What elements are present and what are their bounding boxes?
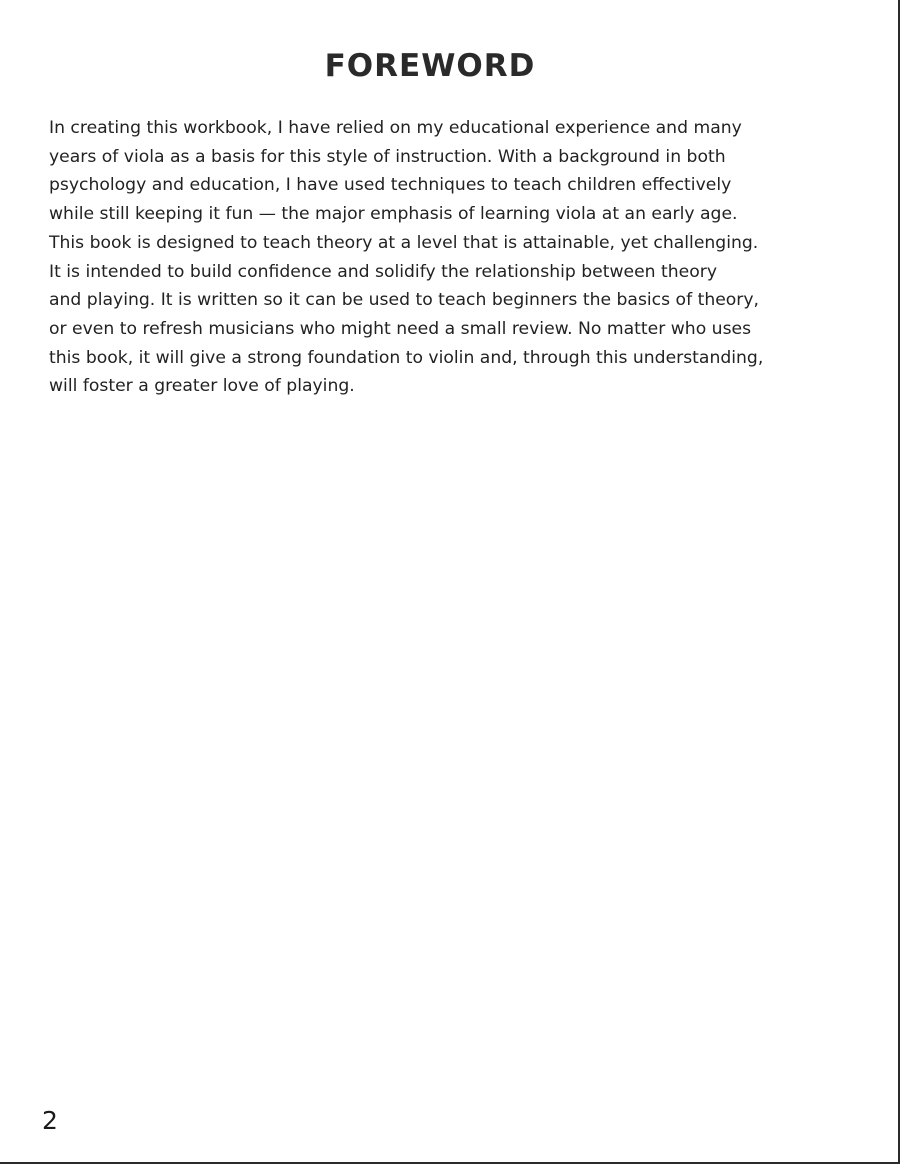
page-number: 2 [42,1106,58,1135]
paragraph-line: will foster a greater love of playing. [49,376,355,397]
page-title: FOREWORD [324,48,536,84]
paragraph-line: or even to refresh musicians who might need a small review. No matter who uses [49,318,752,339]
paragraph-line: years of viola as a basis for this style of instruction. With a background in both [49,146,726,167]
paragraph-line: psychology and education, I have used techniques to teach children effectively [49,175,732,196]
paragraph-line: This book is designed to teach theory at a level that is attainable, yet challenging. [49,232,759,253]
foreword-paragraph [49,114,864,401]
paragraph-line: It is intended to build confidence and solidify the relationship between theory [49,261,717,282]
paragraph-line: this book, it will give a strong foundation to violin and, through this understanding, [49,347,764,368]
paragraph-line: while still keeping it fun — the major emphasis of learning viola at an early age. [49,204,738,225]
paragraph-line: and playing. It is written so it can be used to teach beginners the basics of theory, [49,290,760,311]
paragraph-line: In creating this workbook, I have relied on my educational experience and many [49,118,742,138]
